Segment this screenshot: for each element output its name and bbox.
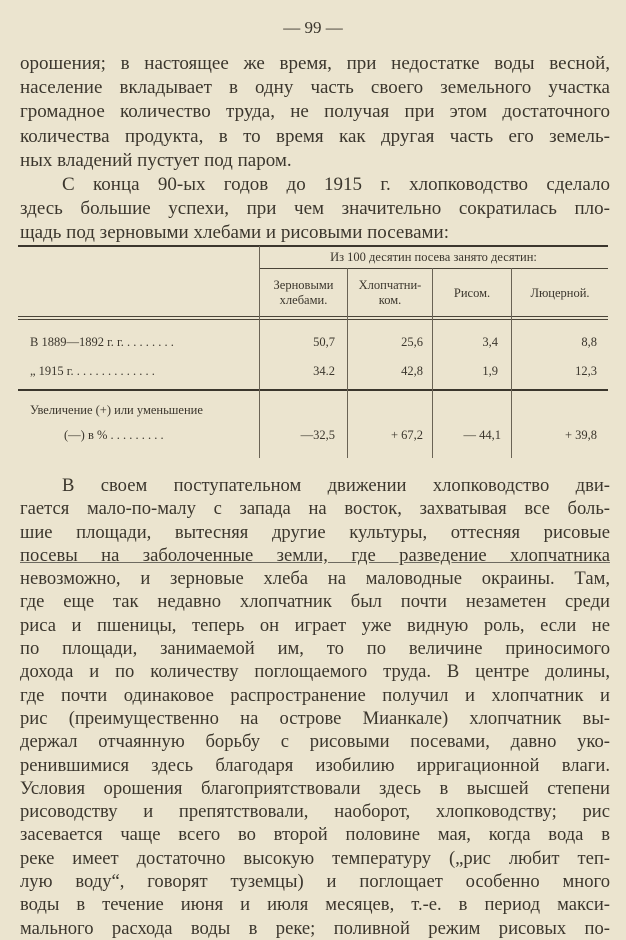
text-line: засевается чаще всего во второй половине мая, когда вода в xyxy=(20,824,610,846)
text-line: здесь большие успехи, при чем значительно сократилась пло- xyxy=(20,198,610,220)
table-cell: 25,6 xyxy=(401,335,423,349)
text-line: мального расхода воды в реке; поливной режим рисовых по- xyxy=(20,917,610,939)
table-cell: 42,8 xyxy=(401,364,423,378)
table-group-header: Из 100 десятин посева занято десятин: xyxy=(330,250,537,264)
table-rule xyxy=(18,245,608,247)
text-line: посевы на заболоченные земли, где разведение хлопчатника xyxy=(20,544,610,566)
column-header: Хлопчатни- ком. xyxy=(358,278,422,307)
text-line: шие площади, вытесняя другие культуры, оттесняя рисовые xyxy=(20,521,610,543)
column-header: Зерновыми хлебами. xyxy=(273,278,334,307)
table-cell: 50,7 xyxy=(313,335,335,349)
text-line: где почти одинаковое распространение получил и хлопчатник и xyxy=(20,684,610,706)
text-line: щадь под зерновыми хлебами и рисовыми посевами: xyxy=(20,222,449,244)
text-line: воды в течение июня и июля месяцев, т.-е. в период макси- xyxy=(20,894,610,916)
text-line: гается мало-по-малу с запада на восток, захватывая все боль- xyxy=(20,498,610,520)
text-line: население вкладывает в одну часть своего земельного участка xyxy=(20,77,610,99)
text-line: орошения; в настоящее же время, при недостатке воды весной, xyxy=(20,53,610,74)
row-label: „ 1915 г. . . . . . . . . . . . . . xyxy=(30,364,155,378)
text-line: Условия орошения благоприятствовали здесь в высшей степени xyxy=(20,777,610,799)
text-line: рисоводству и препятствовали, наоборот, хлопководству; рис xyxy=(20,801,610,823)
text-line: по площади, занимаемой им, то по величине приносимого xyxy=(20,638,610,660)
text-line: С конца 90-ых годов до 1915 г. хлопководство сделало xyxy=(62,174,610,196)
paragraph-3 xyxy=(20,474,610,940)
table-rule xyxy=(18,316,608,317)
text-line: количества продукта, в то время как другая часть его земель- xyxy=(20,125,610,147)
text-line: рис (преимущественно на острове Мианкале) хлопчатник вы- xyxy=(20,707,610,729)
text-line: где еще так недавно хлопчатник был почти незаметен среди xyxy=(20,591,610,613)
table-cell: —32,5 xyxy=(300,428,335,442)
table-rule xyxy=(18,389,608,391)
page-number: — 99 — xyxy=(283,18,343,37)
table-cell: + 39,8 xyxy=(564,428,597,442)
text-line: невозможно, и зерновые хлеба на маловодные окраины. Там, xyxy=(20,568,610,590)
table-cell: — 44,1 xyxy=(463,428,501,442)
column-header: Люцерной. xyxy=(530,286,590,300)
table-cell: 34.2 xyxy=(313,364,335,378)
table-cell: 1,9 xyxy=(482,364,498,378)
row-label: Увеличение (+) или уменьшение xyxy=(30,403,203,417)
table-cell: + 67,2 xyxy=(390,428,423,442)
text-line: держал отчаянную борьбу с рисовыми посевами, давно уко- xyxy=(20,731,610,753)
text-line: дохода и по количеству поглощаемого труда. В центре долины, xyxy=(20,661,610,683)
table-cell: 3,4 xyxy=(482,335,498,349)
table-cell: 8,8 xyxy=(581,335,597,349)
text-line: реке имеет достаточно высокую температуру („рис любит теп- xyxy=(20,847,610,869)
text-line: риса и пшеницы, теперь он играет уже видную роль, если не xyxy=(20,614,610,636)
column-header: Рисом. xyxy=(453,286,491,300)
table-rule xyxy=(18,319,608,320)
table-cell: 12,3 xyxy=(575,364,597,378)
row-label: (—) в % . . . . . . . . . xyxy=(64,428,164,442)
text-line: ренившимися здесь благодаря изобилию ирригационной влаги. xyxy=(20,754,610,776)
text-line: громадное количество труда, не получая при этом достаточного xyxy=(20,101,610,123)
text-line: ных владений пустует под паром. xyxy=(20,149,292,171)
row-label: В 1889—1892 г. г. . . . . . . . . xyxy=(30,335,174,349)
text-line: В своем поступательном движении хлопководство дви- xyxy=(62,475,610,496)
table-rule xyxy=(259,268,608,269)
text-line: лую воду“, говорят туземцы) и поглощает особенно много xyxy=(20,871,610,893)
